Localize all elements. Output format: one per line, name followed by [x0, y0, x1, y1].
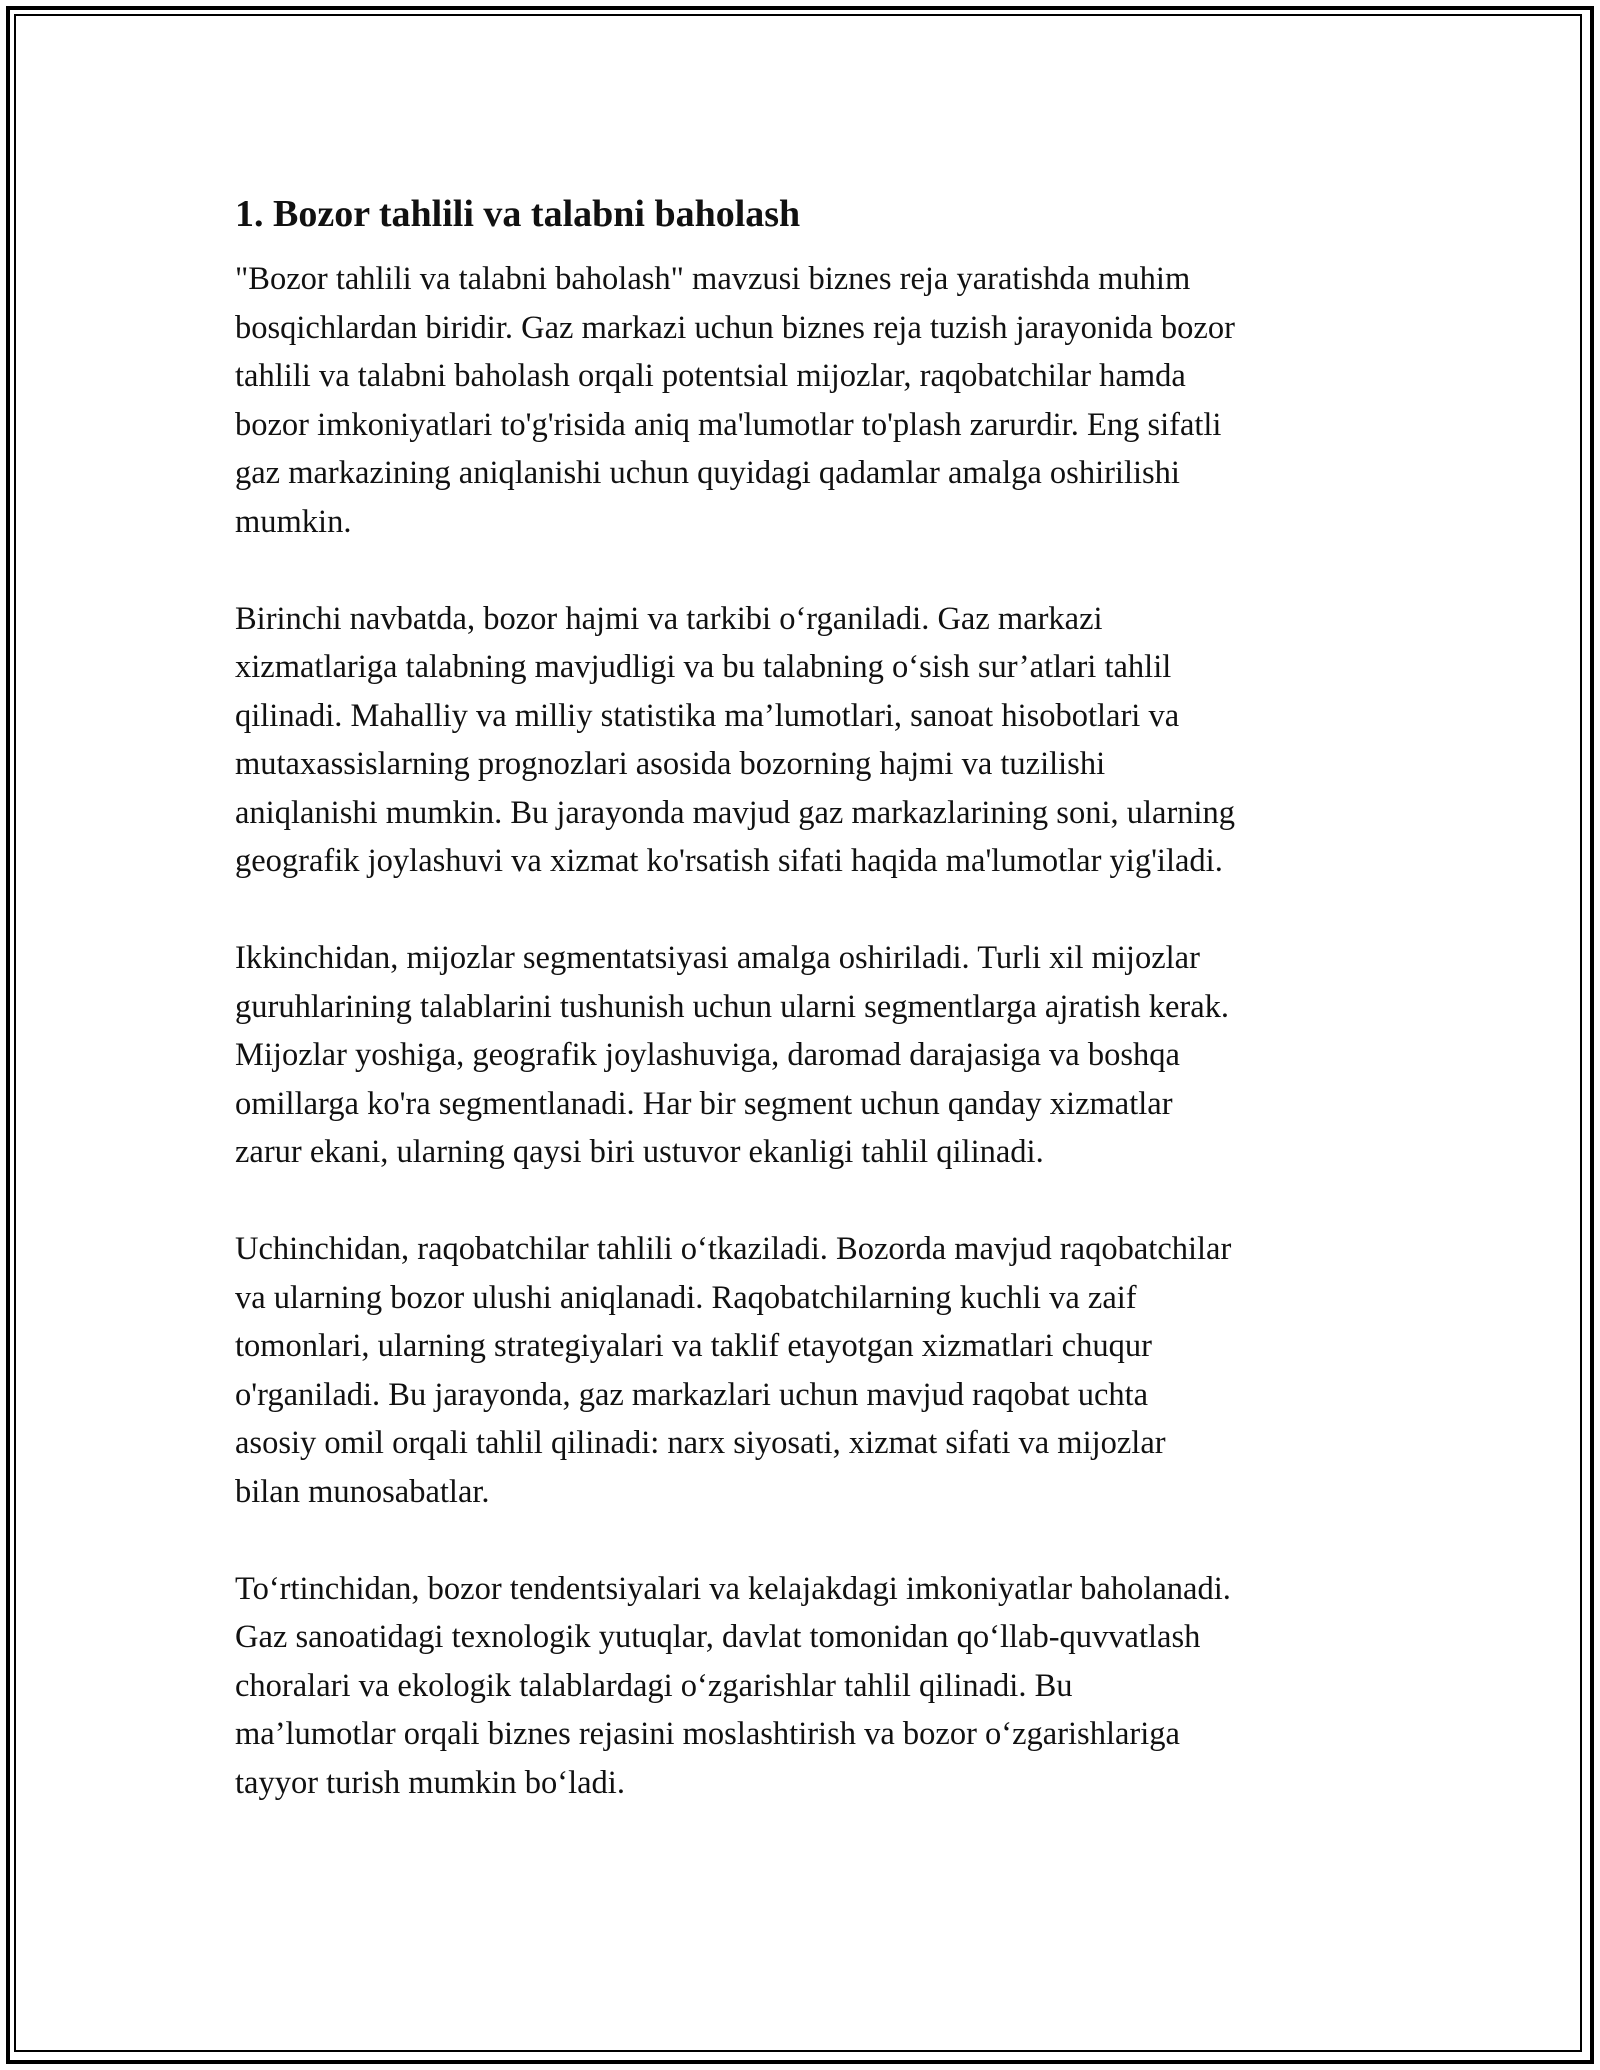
text-line: mumkin. — [235, 503, 352, 540]
text-line: Gaz sanoatidagi texnologik yutuqlar, davlat tomonidan qo‘llab-quvvatlash — [235, 1619, 1201, 1655]
text-line: asosiy omil orqali tahlil qilinadi: narx siyosati, xizmat sifati va mijozlar — [235, 1425, 1166, 1461]
text-line: "Bozor tahlili va talabni baholash" mavzusi biznes reja yaratishda muhim — [235, 261, 1191, 297]
text-line: bosqichlardan biridir. Gaz markazi uchun biznes reja tuzish jarayonida bozor — [235, 309, 1235, 346]
text-line: tomonlari, ularning strategiyalari va taklif etayotgan xizmatlari chuqur — [235, 1328, 1152, 1364]
text-line: omillarga ko'ra segmentlanadi. Har bir segment uchun qanday xizmatlar — [235, 1085, 1173, 1122]
document-body — [235, 183, 1385, 1856]
text-line: qilinadi. Mahalliy va milliy statistika ma’lumotlari, sanoat hisobotlari va — [235, 697, 1180, 734]
text-line: guruhlarining talablarini tushunish uchun ularni segmentlarga ajratish kerak. — [235, 988, 1229, 1025]
text-line: tayyor turish mumkin bo‘ladi. — [235, 1764, 625, 1801]
text-line: o'rganiladi. Bu jarayonda, gaz markazlari uchun mavjud raqobat uchta — [235, 1376, 1149, 1413]
text-line: gaz markazining aniqlanishi uchun quyidagi qadamlar amalga oshirilishi — [235, 455, 1180, 491]
paragraph-2 — [235, 595, 1385, 886]
text-line: xizmatlariga talabning mavjudligi va bu talabning o‘sish sur’atlari tahlil — [235, 649, 1172, 685]
text-line: va ularning bozor ulushi aniqlanadi. Raqobatchilarning kuchli va zaif — [235, 1279, 1137, 1316]
text-line: Ikkinchidan, mijozlar segmentatsiyasi amalga oshiriladi. Turli xil mijozlar — [235, 940, 1200, 976]
text-line: bozor imkoniyatlari to'g'risida aniq ma'lumotlar to'plash zarurdir. Eng sifatli — [235, 406, 1222, 443]
text-line: aniqlanishi mumkin. Bu jarayonda mavjud gaz markazlarining soni, ularning — [235, 794, 1236, 831]
text-line: Uchinchidan, raqobatchilar tahlili o‘tkaziladi. Bozorda mavjud raqobatchilar — [235, 1231, 1232, 1267]
text-line: tahlili va talabni baholash orqali potentsial mijozlar, raqobatchilar hamda — [235, 358, 1186, 394]
paragraph-4 — [235, 1225, 1385, 1516]
paragraph-1 — [235, 255, 1385, 546]
text-line: Birinchi navbatda, bozor hajmi va tarkibi o‘rganiladi. Gaz markazi — [235, 600, 1103, 637]
text-line: geografik joylashuvi va xizmat ko'rsatish sifati haqida ma'lumotlar yig'iladi. — [235, 843, 1223, 879]
text-line: To‘rtinchidan, bozor tendentsiyalari va kelajakdagi imkoniyatlar baholanadi. — [235, 1570, 1231, 1607]
text-line: ma’lumotlar orqali biznes rejasini moslashtirish va bozor o‘zgarishlariga — [235, 1716, 1180, 1752]
paragraph-5 — [235, 1565, 1385, 1808]
text-line: Mijozlar yoshiga, geografik joylashuviga, daromad darajasiga va boshqa — [235, 1037, 1180, 1073]
text-line: bilan munosabatlar. — [235, 1473, 490, 1510]
text-line: choralari va ekologik talablardagi o‘zgarishlar tahlil qilinadi. Bu — [235, 1667, 1073, 1704]
text-line: zarur ekani, ularning qaysi biri ustuvor ekanligi tahlil qilinadi. — [235, 1134, 1044, 1170]
paragraph-3 — [235, 934, 1385, 1177]
text-line: mutaxassislarning prognozlari asosida bozorning hajmi va tuzilishi — [235, 746, 1106, 782]
section-heading: 1. Bozor tahlili va talabni baholash — [235, 193, 801, 235]
